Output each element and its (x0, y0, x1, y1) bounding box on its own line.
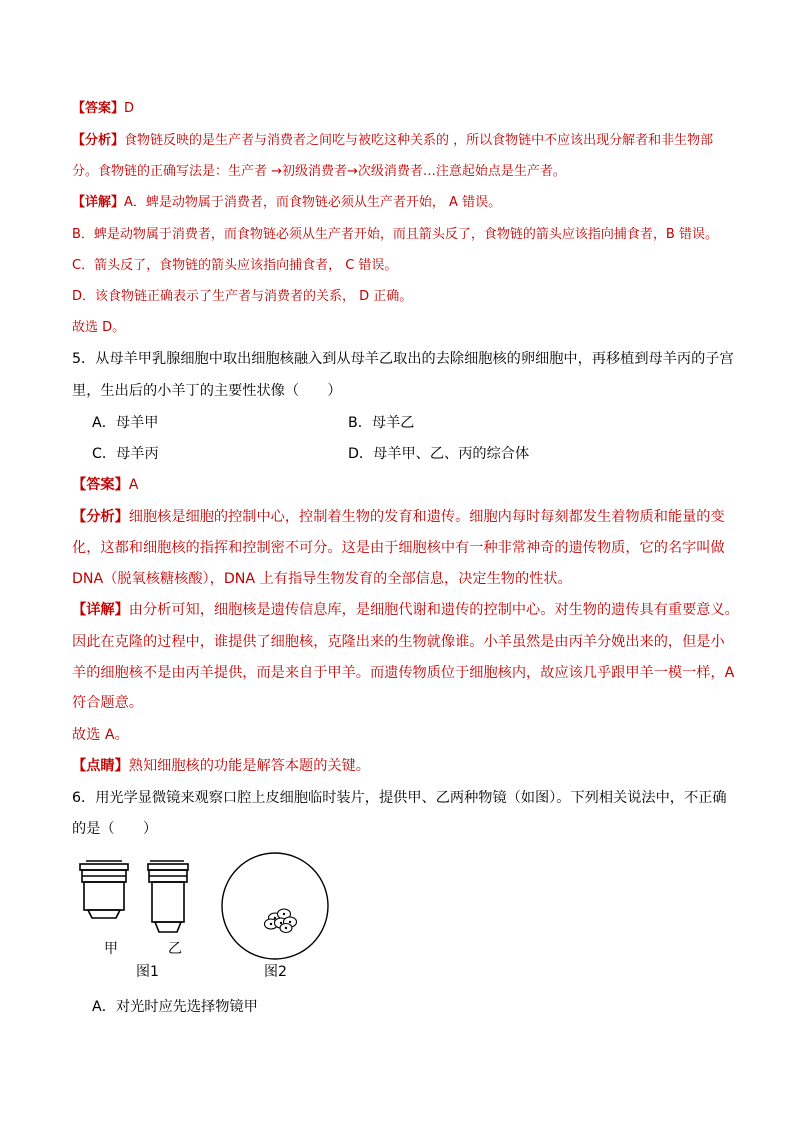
q5-stem-line-1: 5．从母羊甲乳腺细胞中取出细胞核融入到从母羊乙取出的去除细胞核的卵细胞中，再移植到母羊丙的子宫 (72, 351, 734, 367)
analysis-line-1 (72, 130, 713, 152)
answer-tag: 【答案】 (72, 101, 125, 116)
q5-conclusion: 故选 A。 (72, 727, 129, 743)
q5-option-d: D．母羊甲、乙、丙的综合体 (348, 446, 530, 462)
conclusion-q4: 故选 D。 (72, 320, 126, 335)
q5-analysis-line-3: DNA（脱氧核糖核酸），DNA 上有指导生物发育的全部信息，决定生物的性状。 (72, 571, 572, 587)
field-of-view-figure (218, 850, 334, 962)
q5-analysis-line-2: 化，这都和细胞核的指挥和控制密不可分。这是由于细胞核中有一种非常神奇的遗传物质，它的名字叫做 (72, 540, 725, 556)
answer-value: D (124, 101, 135, 116)
q5-point-line (72, 755, 370, 777)
q6-option-a: A．对光时应先选择物镜甲 (92, 999, 258, 1015)
detail-line-1 (72, 192, 501, 214)
figure2-caption: 图2 (264, 964, 287, 980)
q6-stem-line-1: 6．用光学显微镜来观察口腔上皮细胞临时装片，提供甲、乙两种物镜（如图）。下列相关说法中，不正确 (72, 790, 727, 806)
answer-line-q4 (72, 98, 134, 120)
cells-cluster-icon (265, 909, 297, 933)
answer-value: A (128, 477, 139, 493)
lens-label-a: 甲 (104, 941, 118, 957)
q5-stem-line-2: 里，生出后的小羊丁的主要性状像（ ） (72, 383, 342, 399)
q5-detail-line-2: 因此在克隆的过程中，谁提供了细胞核，克隆出来的生物就像谁。小羊虽然是由丙羊分娩出来的，但是小 (72, 634, 725, 650)
objective-lens-figure (76, 858, 196, 946)
detail-line-4: D．该食物链正确表示了生产者与消费者的关系， D 正确。 (72, 289, 413, 304)
analysis-text-1: 食物链反映的是生产者与消费者之间吃与被吃这种关系的 ，所以食物链中不应该出现分解者和非生物部 (124, 133, 714, 148)
q5-detail-line-1 (72, 599, 739, 621)
detail-text-1: A．蜱是动物属于消费者，而食物链必须从生产者开始， A 错误。 (124, 195, 502, 210)
detail-line-2: B．蜱是动物属于消费者，而食物链必须从生产者开始，而且箭头反了，食物链的箭头应该指向捕食者，B 错误。 (72, 227, 718, 242)
objective-lens-b-icon (148, 861, 188, 932)
q5-detail-line-4: 符合题意。 (72, 695, 143, 711)
detail-tag: 【详解】 (72, 195, 125, 210)
q5-option-a: A．母羊甲 (92, 415, 159, 431)
q6-stem-line-2: 的是（ ） (72, 821, 158, 837)
detail-line-3: C．箭头反了，食物链的箭头应该指向捕食者， C 错误。 (72, 258, 398, 273)
figure1-caption: 图1 (136, 964, 159, 980)
q5-analysis-line-1 (72, 506, 725, 528)
analysis-tag: 【分析】 (72, 133, 125, 148)
point-text: 熟知细胞核的功能是解答本题的关键。 (128, 758, 370, 774)
objective-lens-a-icon (80, 861, 128, 918)
q5-detail-line-3: 羊的细胞核不是由丙羊提供，而是来自于甲羊。而遗传物质位于细胞核内，故应该几乎跟甲羊一模一样，A (72, 665, 735, 681)
field-of-view-circle (222, 853, 328, 959)
point-tag: 【点睛】 (72, 758, 129, 774)
analysis-text-1: 细胞核是细胞的控制中心，控制着生物的发育和遗传。细胞内每时每刻都发生着物质和能量的变 (128, 509, 725, 525)
analysis-line-2: 分。食物链的正确写法是：生产者 →初级消费者→次级消费者…注意起始点是生产者。 (72, 164, 566, 179)
analysis-tag: 【分析】 (72, 509, 129, 525)
lens-label-b: 乙 (168, 941, 182, 957)
q5-answer-line (72, 474, 138, 496)
answer-tag: 【答案】 (72, 477, 129, 493)
detail-tag: 【详解】 (72, 602, 129, 618)
q5-option-b: B．母羊乙 (348, 415, 415, 431)
q5-option-c: C．母羊丙 (92, 446, 159, 462)
detail-text-1: 由分析可知，细胞核是遗传信息库，是细胞代谢和遗传的控制中心。对生物的遗传具有重要意义。 (128, 602, 739, 618)
